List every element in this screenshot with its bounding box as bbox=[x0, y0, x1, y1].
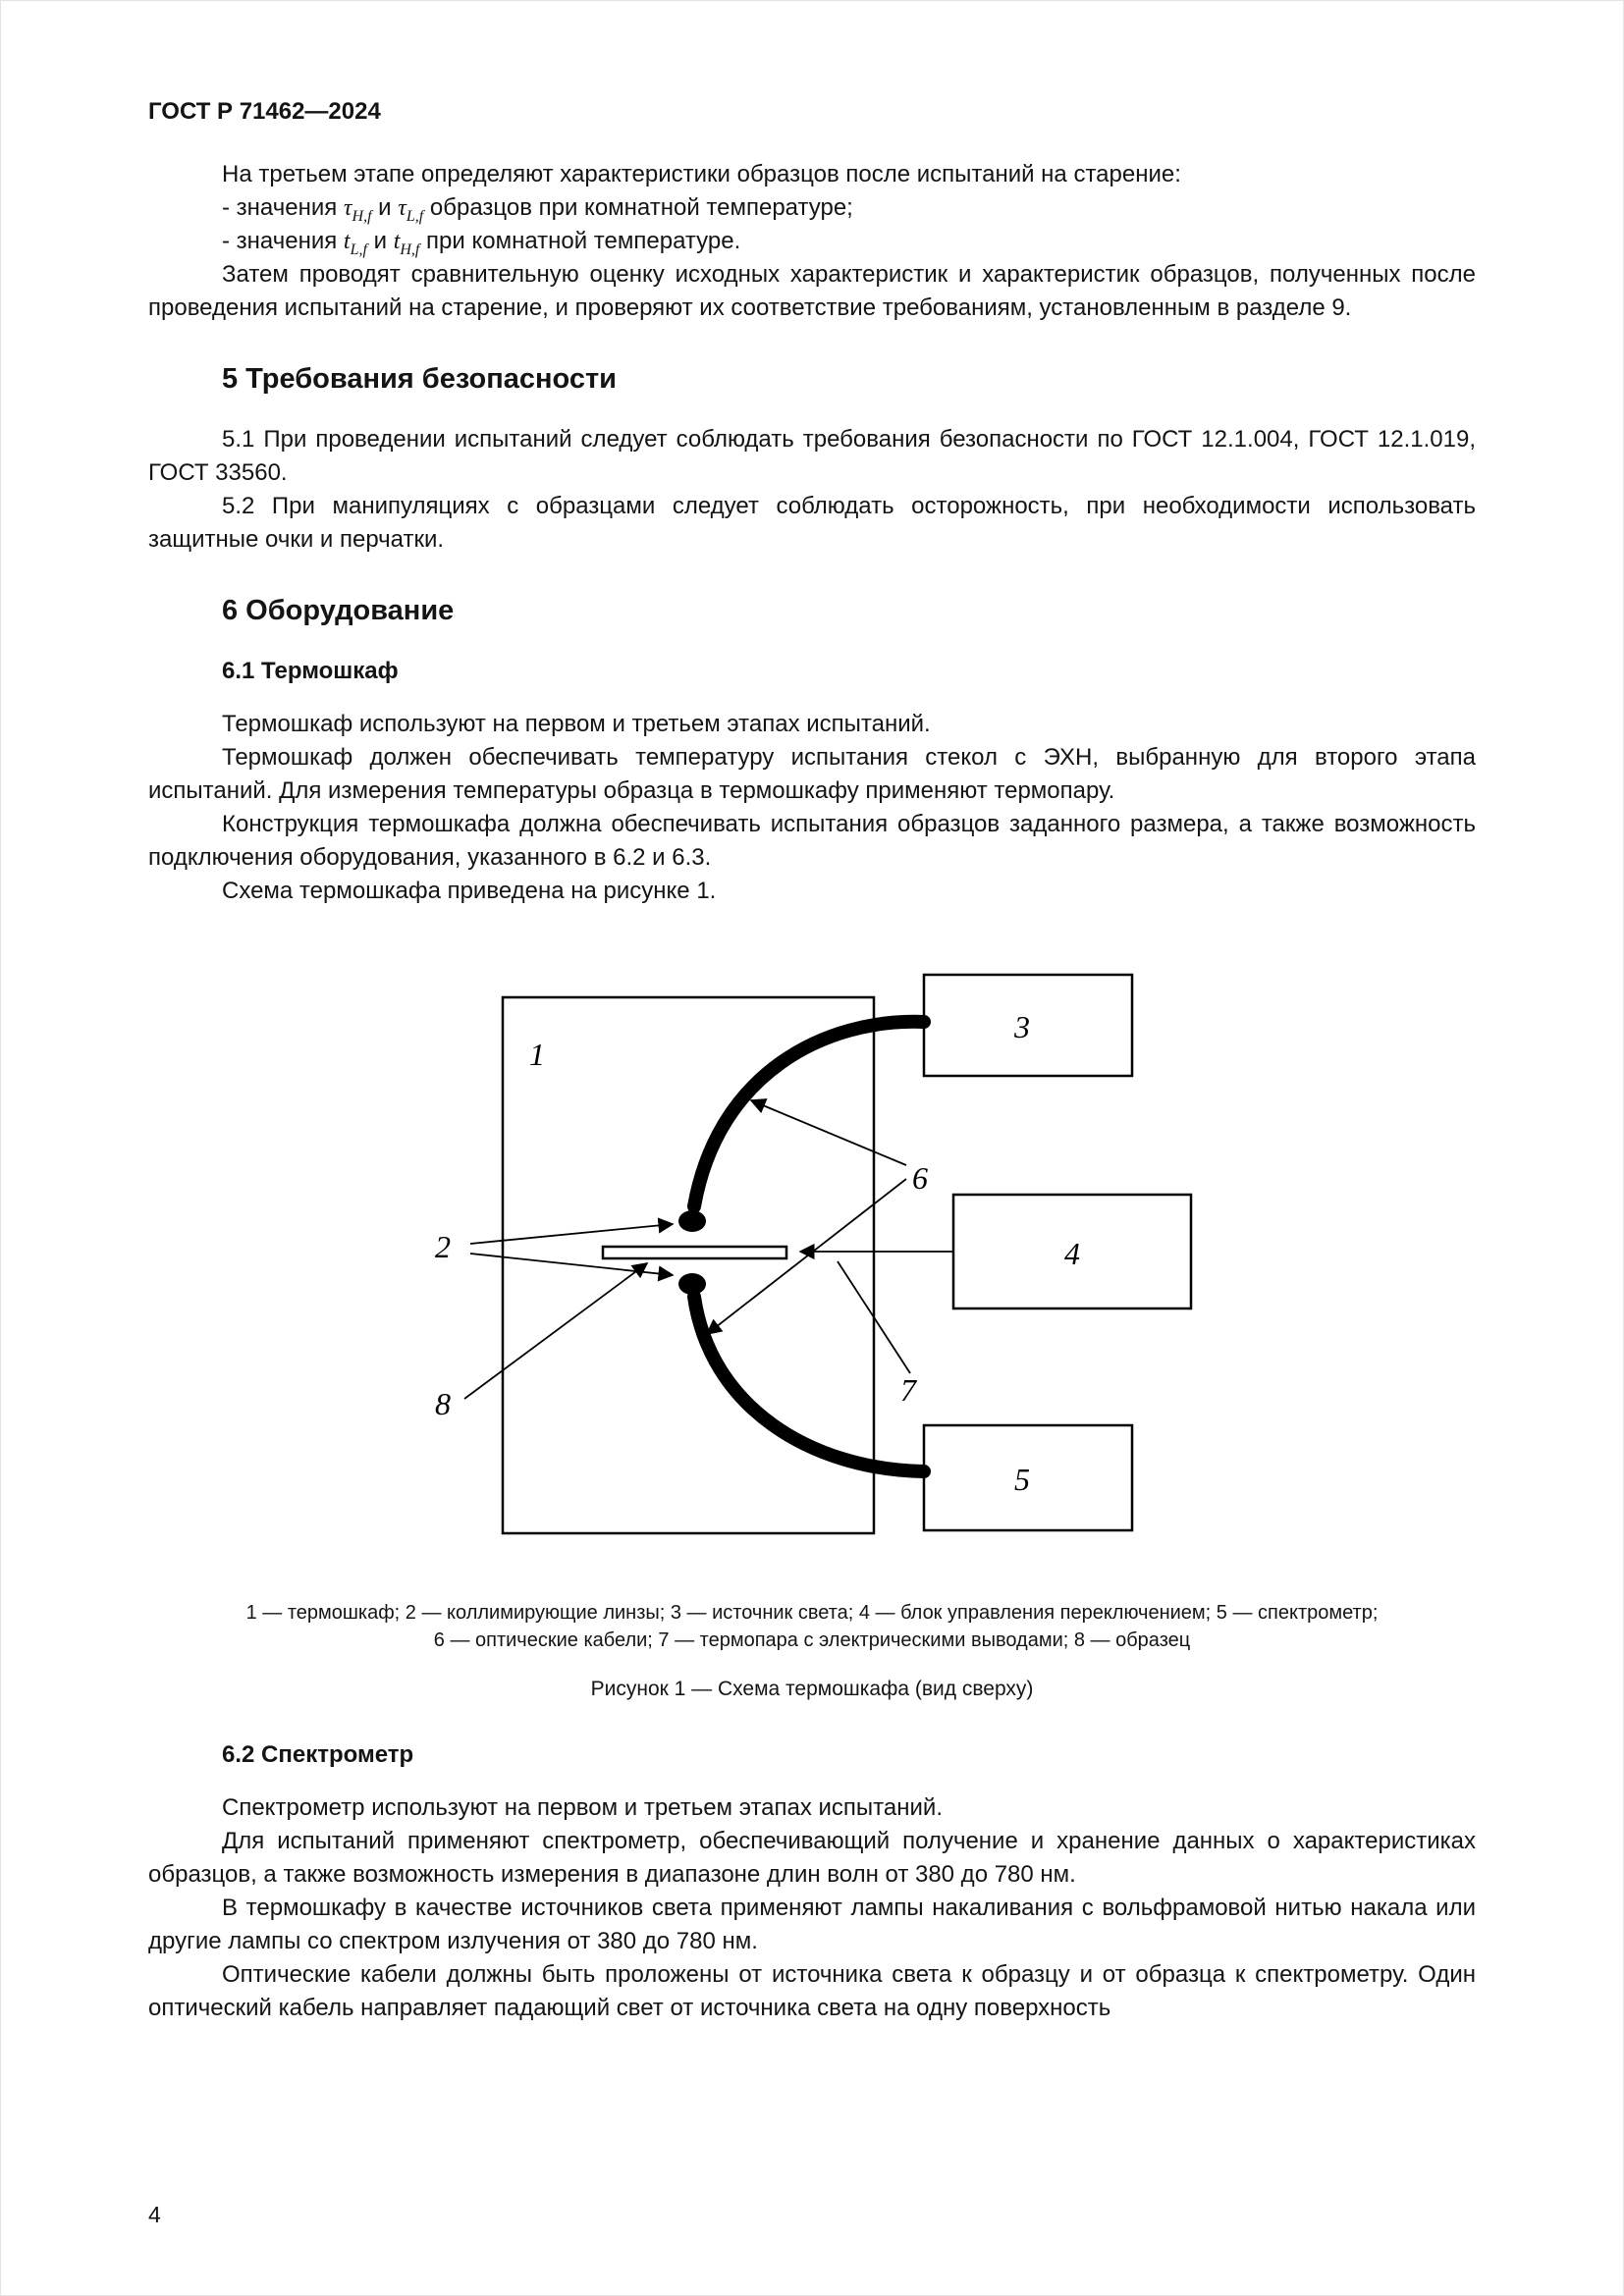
math-variable: t bbox=[393, 229, 401, 254]
figure-caption-line: 1 — термошкаф; 2 — коллимирующие линзы; 3 — источник света; 4 — блок управления переключением; 5 — спектрометр; bbox=[245, 1602, 1379, 1624]
paragraph: Схема термошкафа приведена на рисунке 1. bbox=[222, 878, 717, 904]
thermal-cabinet-schematic bbox=[413, 963, 1209, 1552]
text-segment: - значения bbox=[222, 228, 344, 254]
figure-label-2: 2 bbox=[435, 1229, 451, 1264]
text-segment: при комнатной температуре. bbox=[419, 228, 741, 254]
bullet-item bbox=[148, 225, 1476, 258]
figure-caption-line: 6 — оптические кабели; 7 — термопара с электрическими выводами; 8 — образец bbox=[433, 1629, 1191, 1651]
collimating-lens-bottom bbox=[678, 1273, 706, 1295]
figure-label-3: 3 bbox=[1014, 1009, 1030, 1044]
paragraph: Спектрометр используют на первом и третьем этапах испытаний. bbox=[222, 1794, 943, 1821]
bullet-item bbox=[148, 191, 1476, 225]
sample-bar bbox=[603, 1247, 786, 1258]
figure-label-6: 6 bbox=[912, 1160, 928, 1196]
math-variable: τ bbox=[343, 195, 352, 221]
collimating-lens-top bbox=[678, 1210, 706, 1232]
math-subscript: L,f bbox=[406, 208, 424, 225]
text-segment: образцов при комнатной температуре; bbox=[423, 194, 853, 221]
paragraph: Затем проводят сравнительную оценку исходных характеристик и характеристик образцов, полученных после проведения испытаний на старение, и проверяют их соответствие требованиям, установленным в разделе 9. bbox=[148, 261, 1476, 321]
math-subscript: H,f bbox=[352, 208, 372, 225]
paragraph: Для испытаний применяют спектрометр, обеспечивающий получение и хранение данных о характеристиках образцов, а также возможность измерения в диапазоне длин волн от 380 до 780 нм. bbox=[148, 1828, 1476, 1888]
paragraph: Конструкция термошкафа должна обеспечивать испытания образцов заданного размера, а также возможность подключения оборудования, указанного в 6.2 и 6.3. bbox=[148, 811, 1476, 871]
figure-label-4: 4 bbox=[1064, 1236, 1080, 1271]
paragraph: Термошкаф используют на первом и третьем этапах испытаний. bbox=[222, 711, 931, 737]
math-subscript: H,f bbox=[400, 241, 420, 258]
math-variable: t bbox=[343, 229, 351, 254]
figure-label-8: 8 bbox=[435, 1386, 451, 1421]
subsection-6-1-heading: 6.1 Термошкаф bbox=[222, 658, 399, 684]
text-segment: - значения bbox=[222, 194, 344, 221]
figure-label-1: 1 bbox=[529, 1037, 545, 1072]
figure-caption bbox=[148, 1599, 1476, 1654]
paragraph: Термошкаф должен обеспечивать температуру испытания стекол с ЭХН, выбранную для второго этапа испытаний. Для измерения температуры образца в термошкафу применяют термопару. bbox=[148, 744, 1476, 804]
math-variable: τ bbox=[398, 195, 406, 221]
figure-title: Рисунок 1 — Схема термошкафа (вид сверху) bbox=[590, 1678, 1034, 1700]
section-5-heading: 5 Требования безопасности bbox=[222, 363, 618, 395]
figure-1-diagram bbox=[148, 963, 1476, 1552]
figure-label-5: 5 bbox=[1014, 1462, 1030, 1497]
paragraph: В термошкафу в качестве источников света применяют лампы накаливания с вольфрамовой нитью накала или другие лампы со спектром излучения от 380 до 780 нм. bbox=[148, 1895, 1476, 1954]
paragraph: Оптические кабели должны быть проложены от источника света к образцу и от образца к спектрометру. Один оптический кабель направляет падающий свет от источника света на одну поверхность bbox=[148, 1961, 1476, 2021]
paragraph: 5.2 При манипуляциях с образцами следует соблюдать осторожность, при необходимости использовать защитные очки и перчатки. bbox=[148, 493, 1476, 553]
text-segment: и bbox=[366, 228, 394, 254]
document-number: ГОСТ Р 71462—2024 bbox=[148, 98, 381, 125]
math-subscript: L,f bbox=[350, 241, 367, 258]
text-segment: и bbox=[371, 194, 399, 221]
section-6-heading: 6 Оборудование bbox=[222, 595, 455, 626]
page-number: 4 bbox=[148, 2202, 161, 2227]
paragraph: На третьем этапе определяют характеристики образцов после испытаний на старение: bbox=[222, 161, 1181, 187]
figure-label-7: 7 bbox=[900, 1372, 916, 1408]
subsection-6-2-heading: 6.2 Спектрометр bbox=[222, 1741, 414, 1768]
paragraph: 5.1 При проведении испытаний следует соблюдать требования безопасности по ГОСТ 12.1.004, ГОСТ 12.1.019, ГОСТ 33560. bbox=[148, 426, 1476, 486]
